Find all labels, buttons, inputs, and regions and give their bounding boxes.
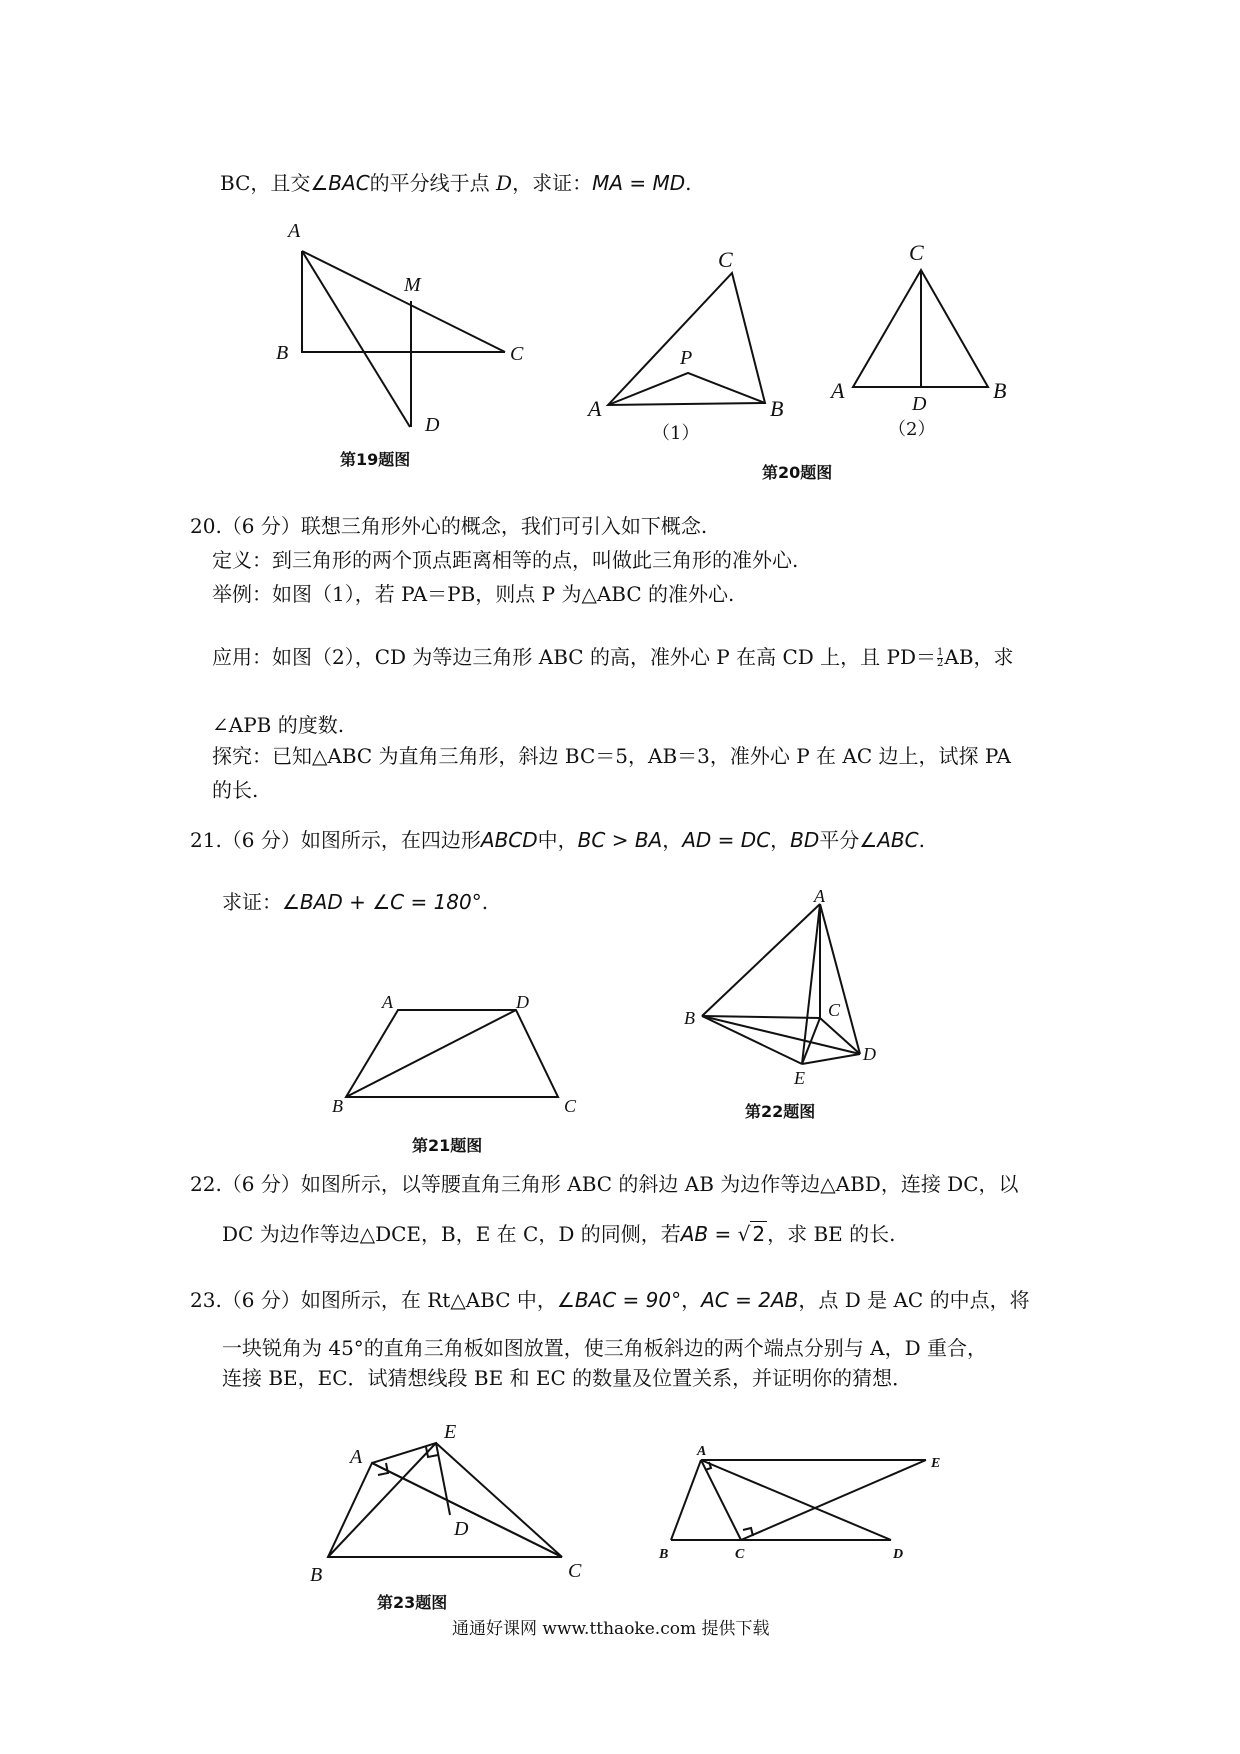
fig21-label-b: B bbox=[332, 1096, 343, 1116]
q19-text: BC，且交 bbox=[220, 171, 311, 195]
figure-20-1-sub: （1） bbox=[652, 423, 700, 444]
q20-line-7: 的长. bbox=[212, 778, 259, 802]
fig19-label-c: C bbox=[510, 343, 524, 365]
q21-text: ， bbox=[662, 828, 683, 852]
figure-22-caption: 第22题图 bbox=[745, 1102, 816, 1121]
figure-23-caption: 第23题图 bbox=[377, 1593, 448, 1612]
fig23b-label-a: A bbox=[697, 1444, 707, 1459]
fraction-half bbox=[937, 648, 943, 669]
fig20-2-label-c: C bbox=[909, 240, 924, 265]
q21-math: ∠BAD + ∠C = 180° bbox=[282, 890, 482, 914]
fig21-label-d: D bbox=[516, 992, 529, 1012]
fig20-2-label-d: D bbox=[912, 393, 927, 415]
figure-23 bbox=[300, 1405, 600, 1590]
q19-statement bbox=[220, 169, 692, 197]
fig20-1-label-c: C bbox=[718, 247, 733, 272]
fig22-label-d: D bbox=[863, 1044, 876, 1064]
q21-text: 21.（6 分）如图所示，在四边形 bbox=[190, 828, 481, 852]
fig22-label-a: A bbox=[814, 888, 825, 906]
q19-angle: ∠BAC bbox=[310, 171, 370, 195]
q23-math: AC = 2AB bbox=[701, 1288, 799, 1312]
q23-text: ，点 D 是 AC 的中点，将 bbox=[798, 1288, 1030, 1312]
sqrt-radicand: 2 bbox=[752, 1222, 766, 1246]
fig23b-label-b: B bbox=[659, 1547, 669, 1560]
fig23-label-e: E bbox=[444, 1421, 457, 1443]
q23-line-2: 一块锐角为 45°的直角三角板如图放置，使三角板斜边的两个端点分别与 A，D 重合， bbox=[222, 1336, 987, 1360]
q20-line-4-text: 应用：如图（2），CD 为等边三角形 ABC 的高，准外心 P 在高 CD 上，且 PD＝ bbox=[212, 645, 937, 669]
q21-math: BD bbox=[790, 828, 820, 852]
q21-text: 求证： bbox=[222, 890, 282, 914]
figure-20-caption: 第20题图 bbox=[762, 463, 833, 482]
q21-math: ABCD bbox=[480, 828, 538, 852]
q22-math: AB = bbox=[680, 1222, 732, 1246]
q21-text: ， bbox=[770, 828, 791, 852]
fig22-label-b: B bbox=[684, 1008, 695, 1028]
q19-text: 的平分线于点 bbox=[369, 171, 490, 195]
figure-20-2 bbox=[825, 240, 1015, 420]
figure-19 bbox=[260, 215, 550, 445]
fig19-label-b: B bbox=[276, 342, 289, 364]
q23-text: 23.（6 分）如图所示，在 Rt△ABC 中， bbox=[190, 1288, 557, 1312]
fig23-label-c: C bbox=[568, 1560, 582, 1582]
fig19-label-d: D bbox=[425, 414, 440, 436]
q19-text: . bbox=[685, 171, 692, 195]
fig20-2-label-a: A bbox=[831, 378, 845, 403]
fig21-label-c: C bbox=[564, 1096, 577, 1116]
figure-21 bbox=[320, 990, 590, 1120]
q21-line-2 bbox=[222, 888, 488, 916]
figure-20-2-sub: （2） bbox=[888, 419, 936, 440]
sqrt-two bbox=[738, 1221, 767, 1246]
q21-math: ∠ABC bbox=[859, 828, 919, 852]
q20-line-2: 定义：到三角形的两个顶点距离相等的点，叫做此三角形的准外心. bbox=[212, 548, 799, 572]
figure-21-caption: 第21题图 bbox=[412, 1136, 483, 1155]
fig19-label-a: A bbox=[288, 220, 301, 242]
q19-text: ，求证： bbox=[512, 171, 593, 195]
q22-line-1: 22.（6 分）如图所示，以等腰直角三角形 ABC 的斜边 AB 为边作等边△ABD，连接 DC，以 bbox=[190, 1172, 1019, 1196]
figure-22 bbox=[680, 888, 910, 1098]
q20-line-4-text: AB，求 bbox=[944, 645, 1014, 669]
fig23-label-b: B bbox=[310, 1564, 323, 1586]
q21-line-1 bbox=[190, 826, 925, 854]
fig22-label-e: E bbox=[794, 1068, 805, 1088]
q19-equation: MA = MD bbox=[592, 171, 686, 195]
fig23b-label-d: D bbox=[893, 1547, 904, 1560]
q20-line-5: ∠APB 的度数. bbox=[212, 713, 345, 737]
q23-math: ∠BAC = 90° bbox=[556, 1288, 682, 1312]
q21-text: . bbox=[481, 890, 489, 914]
fig23b-label-c: C bbox=[735, 1547, 745, 1560]
q20-line-1: 20.（6 分）联想三角形外心的概念，我们可引入如下概念. bbox=[190, 514, 708, 538]
fig21-label-a: A bbox=[382, 992, 393, 1012]
q21-math: AD = DC bbox=[682, 828, 771, 852]
q23-line-3: 连接 BE，EC．试猜想线段 BE 和 EC 的数量及位置关系，并证明你的猜想． bbox=[222, 1366, 913, 1390]
q23-text: ， bbox=[681, 1288, 702, 1312]
page-footer: 通通好课网 www.tthaoke.com 提供下载 bbox=[452, 1619, 770, 1639]
fig20-1-label-p: P bbox=[680, 347, 693, 369]
fig20-2-label-b: B bbox=[993, 378, 1007, 403]
q21-text: . bbox=[918, 828, 925, 852]
q21-math: BC > BA bbox=[577, 828, 663, 852]
fraction-numerator: 1 bbox=[937, 647, 944, 658]
q20-line-6: 探究：已知△ABC 为直角三角形，斜边 BC＝5，AB＝3，准外心 P 在 AC 边上，试探 PA bbox=[212, 744, 1011, 768]
figure-23-variant bbox=[655, 1440, 955, 1560]
sqrt-sign: √ bbox=[737, 1222, 751, 1246]
fig20-1-label-a: A bbox=[588, 396, 602, 421]
q20-line-3: 举例：如图（1），若 PA＝PB，则点 P 为△ABC 的准外心. bbox=[212, 582, 735, 606]
fig23-label-d: D bbox=[454, 1518, 469, 1540]
q21-text: 平分 bbox=[819, 828, 860, 852]
fig23-label-a: A bbox=[350, 1446, 363, 1468]
figure-19-caption: 第19题图 bbox=[340, 450, 411, 469]
q22-text: ，求 BE 的长. bbox=[767, 1222, 896, 1246]
q22-text: DC 为边作等边△DCE，B，E 在 C，D 的同侧，若 bbox=[222, 1222, 681, 1246]
fig22-label-c: C bbox=[828, 1000, 841, 1020]
fig19-label-m: M bbox=[404, 274, 421, 296]
q21-text: 中， bbox=[537, 828, 578, 852]
fraction-denominator: 2 bbox=[937, 658, 944, 669]
q22-line-2 bbox=[222, 1220, 895, 1248]
fig23b-label-e: E bbox=[931, 1456, 941, 1471]
fig20-1-label-b: B bbox=[770, 396, 784, 421]
q19-point: D bbox=[496, 171, 513, 195]
q23-line-1 bbox=[190, 1286, 1030, 1314]
q20-line-4 bbox=[212, 643, 1014, 671]
figure-20-1 bbox=[580, 240, 800, 440]
